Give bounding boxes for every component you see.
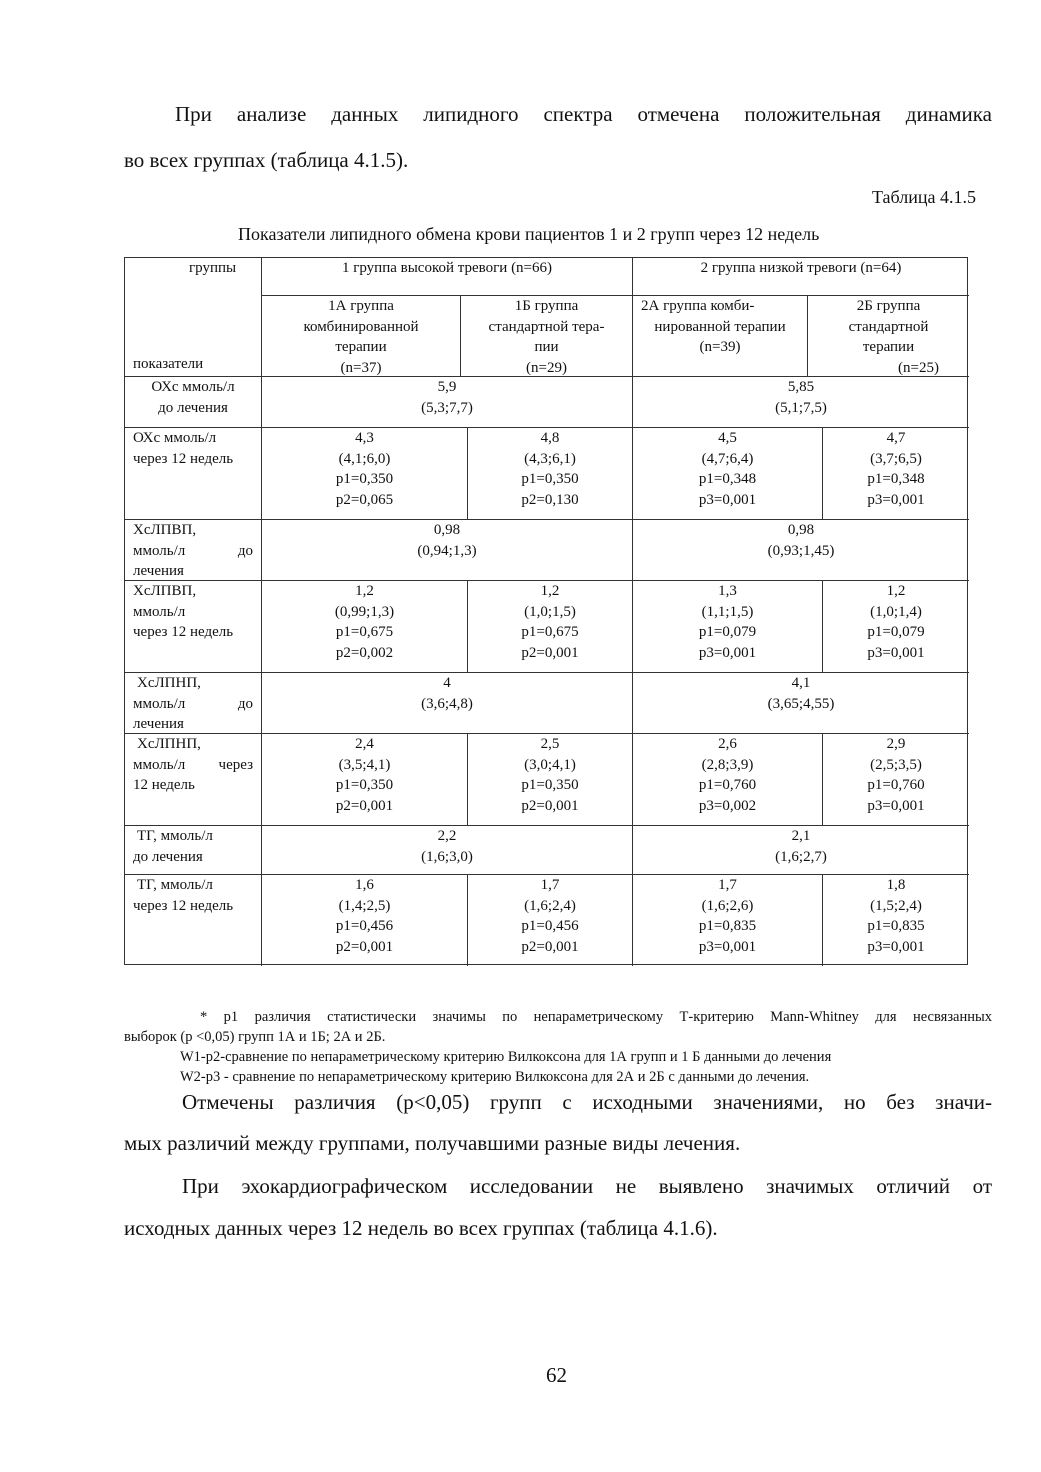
table-cell: 4,3 (4,1;6,0) p1=0,350 p2=0,065	[335, 430, 394, 508]
table-cell: 4,8 (4,3;6,1) p1=0,350 p2=0,130	[521, 430, 579, 508]
row-label: ХсЛПНП, ммоль/л до лечения	[133, 675, 253, 732]
table-cell: 4,5 (4,7;6,4) p1=0,348 p3=0,001	[698, 430, 757, 508]
header-group-2: 2 группа низкой тревоги (n=64)	[700, 260, 902, 276]
row-label: ТГ, ммоль/л через 12 недель	[133, 877, 234, 914]
footnote-p1: * p1 различия статистически значимы по непараметрическому Т-критерию Mann-Whitney для несвязанных	[200, 1009, 992, 1025]
table-cell: 1,2 (1,0;1,4) p1=0,079 p3=0,001	[867, 583, 925, 661]
table-cell: 1,6 (1,4;2,5) p1=0,456 p2=0,001	[335, 877, 394, 955]
footnote-p1-continued: выборок (p <0,05) групп 1А и 1Б; 2А и 2Б.	[124, 1029, 386, 1045]
table-cell: 2,9 (2,5;3,5) p1=0,760 p3=0,001	[867, 736, 925, 814]
header-group-2b: 2Б группа стандартной терапии (n=25)	[848, 298, 939, 376]
table-cell: 5,9 (5,3;7,7)	[421, 379, 473, 416]
table-cell: 4,1 (3,65;4,55)	[767, 675, 835, 712]
table-label: Таблица 4.1.5	[872, 187, 976, 207]
header-group-1b: 1Б группа стандартной тера- пии (n=29)	[488, 298, 605, 376]
table-cell: 0,98 (0,93;1,45)	[767, 522, 835, 559]
lipid-table	[124, 257, 968, 965]
table-cell: 2,5 (3,0;4,1) p1=0,350 p2=0,001	[521, 736, 579, 814]
row-label: ТГ, ммоль/л до лечения	[133, 828, 213, 865]
table-cell: 1,2 (0,99;1,3) p1=0,675 p2=0,002	[334, 583, 395, 661]
table-cell: 2,6 (2,8;3,9) p1=0,760 p3=0,002	[698, 736, 757, 814]
conclusion-line-2: мых различий между группами, получавшими разные виды лечения.	[124, 1131, 741, 1155]
table-cell: 1,3 (1,1;1,5) p1=0,079 p3=0,001	[698, 583, 757, 661]
row-label: ХсЛПВП, ммоль/л до лечения	[133, 522, 253, 579]
row-label: ОХс ммоль/л через 12 недель	[133, 430, 234, 467]
table-cell: 4,7 (3,7;6,5) p1=0,348 p3=0,001	[867, 430, 925, 508]
header-group-1a: 1А группа комбинированной терапии (n=37)	[303, 298, 419, 376]
table-cell: 1,7 (1,6;2,4) p1=0,456 p2=0,001	[521, 877, 579, 955]
table-cell: 1,8 (1,5;2,4) p1=0,835 p3=0,001	[867, 877, 925, 955]
header-groups-label: группы	[189, 260, 237, 276]
conclusion-line-3: При эхокардиографическом исследовании не выявлено значимых отличий от	[182, 1174, 992, 1198]
header-group-1: 1 группа высокой тревоги (n=66)	[341, 260, 553, 276]
intro-line-1: При анализе данных липидного спектра отмечена положительная динамика	[175, 102, 992, 126]
table-cell: 1,7 (1,6;2,6) p1=0,835 p3=0,001	[698, 877, 757, 955]
header-indicators-label: показатели	[133, 356, 204, 372]
footnote-w1: W1-p2-сравнение по непараметрическому критерию Вилкоксона для 1А групп и 1 Б данными до лечения	[180, 1049, 832, 1065]
table-cell: 0,98 (0,94;1,3)	[417, 522, 477, 559]
table-cell: 1,2 (1,0;1,5) p1=0,675 p2=0,001	[521, 583, 579, 661]
page-number: 62	[546, 1363, 567, 1387]
table-cell: 2,2 (1,6;3,0)	[421, 828, 473, 865]
table-cell: 2,4 (3,5;4,1) p1=0,350 p2=0,001	[335, 736, 394, 814]
footnote-w2: W2-p3 - сравнение по непараметрическому критерию Вилкоксона для 2А и 2Б с данными до лечения.	[180, 1069, 810, 1085]
table-cell: 4 (3,6;4,8)	[421, 675, 473, 712]
header-group-2a: 2А группа комби- нированной терапии (n=39)	[641, 298, 786, 355]
row-label: ХсЛПНП, ммоль/л через 12 недель	[133, 736, 253, 793]
conclusion-line-4: исходных данных через 12 недель во всех группах (таблица 4.1.6).	[124, 1216, 718, 1240]
row-label: ОХс ммоль/л до лечения	[151, 379, 235, 416]
table-cell: 5,85 (5,1;7,5)	[775, 379, 827, 416]
conclusion-line-1: Отмечены различия (р<0,05) групп с исходными значениями, но без значи-	[182, 1090, 992, 1114]
row-label: ХсЛПВП, ммоль/л через 12 недель	[133, 583, 234, 640]
table-caption: Показатели липидного обмена крови пациентов 1 и 2 групп через 12 недель	[238, 224, 820, 244]
table-cell: 2,1 (1,6;2,7)	[775, 828, 827, 865]
intro-line-2: во всех группах (таблица 4.1.5).	[124, 148, 409, 172]
